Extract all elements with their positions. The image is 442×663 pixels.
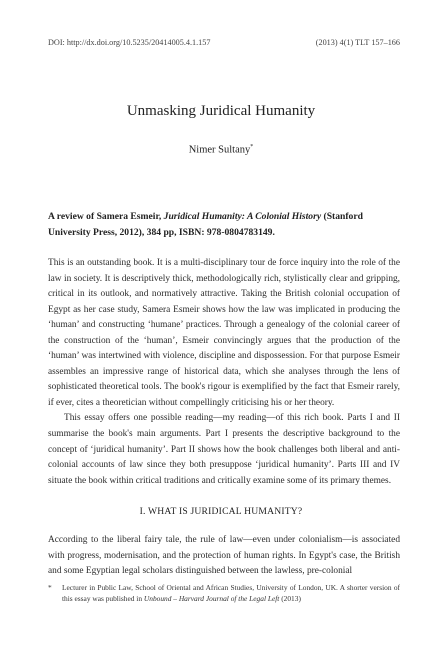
author-line bbox=[0, 144, 442, 156]
footnote-text-before: Lecturer in Public Law, School of Oriental and African Studies, University of London, UK. A shorter version of this essay was published in bbox=[62, 583, 400, 603]
paragraph-1: This is an outstanding book. It is a multi-disciplinary tour de force inquiry into the role of the law in society. It is descriptively thick, methodologically rich, stylistically clear and gripping, critical in its outlook, and normatively attractive. Taking the British colonial occupation of Egypt as her case study, Samera Esmeir shows how the law was implicated in producing the ‘human’ and constructing ‘humane’ practices. Through a genealogy of the colonial career of the construction of the ‘human’, Esmeir convincingly argues that the production of the ‘human’ was intertwined with violence, discipline and dispossession. For that purpose Esmeir assembles an impressive range of historical data, which she analyses through the lens of sophisticated theoretical tools. The book's rigour is exemplified by the fact that Esmeir rarely, if ever, cites a theoretician without compellingly criticising his or her theory. bbox=[48, 258, 400, 408]
reviewed-book-title: Juridical Humanity: A Colonial History bbox=[163, 211, 322, 222]
section-heading: I. WHAT IS JURIDICAL HUMANITY? bbox=[139, 506, 303, 517]
article-title: Unmasking Juridical Humanity bbox=[126, 103, 316, 119]
review-prefix: A review of Samera Esmeir, bbox=[48, 211, 162, 222]
doi-link[interactable]: DOI: http://dx.doi.org/10.5235/20414005.4.1.157 bbox=[48, 38, 211, 47]
journal-citation: (2013) 4(1) TLT 157–166 bbox=[315, 38, 400, 47]
footnote-text bbox=[62, 583, 400, 604]
book-review-reference bbox=[48, 209, 400, 240]
footnote-journal-title: Unbound – Harvard Journal of the Legal Left bbox=[143, 593, 280, 603]
footnote bbox=[48, 583, 400, 604]
author-name: Nimer Sultany bbox=[188, 144, 251, 156]
footnote-marker: * bbox=[48, 583, 52, 592]
section-paragraph-1: According to the liberal fairy tale, the rule of law—even under colonialism—is associated with progress, modernisation, and the protection of human rights. In Egypt's case, the British and some Egyptian legal scholars distinguished between the lawless, pre-colonial bbox=[48, 535, 400, 577]
intro-text bbox=[48, 256, 400, 489]
review-publication-details: (Stanford University Press, 2012), 384 pp, ISBN: 978-0804783149. bbox=[48, 211, 363, 238]
paragraph-2: This essay offers one possible reading—my reading—of this rich book. Parts I and II summarise the book's main arguments. Part I presents the descriptive background to the concept of ‘juridical humanity’. Part II shows how the book challenges both liberal and anti-colonial accounts of law since they both presuppose ‘juridical humanity’. Parts III and IV situate the book within critical traditions and critically examine some of its primary themes. bbox=[48, 413, 400, 486]
footnote-text-after: (2013) bbox=[281, 593, 301, 603]
author-footnote-marker[interactable]: * bbox=[250, 144, 254, 150]
section-text bbox=[48, 533, 400, 580]
running-header bbox=[48, 38, 400, 47]
